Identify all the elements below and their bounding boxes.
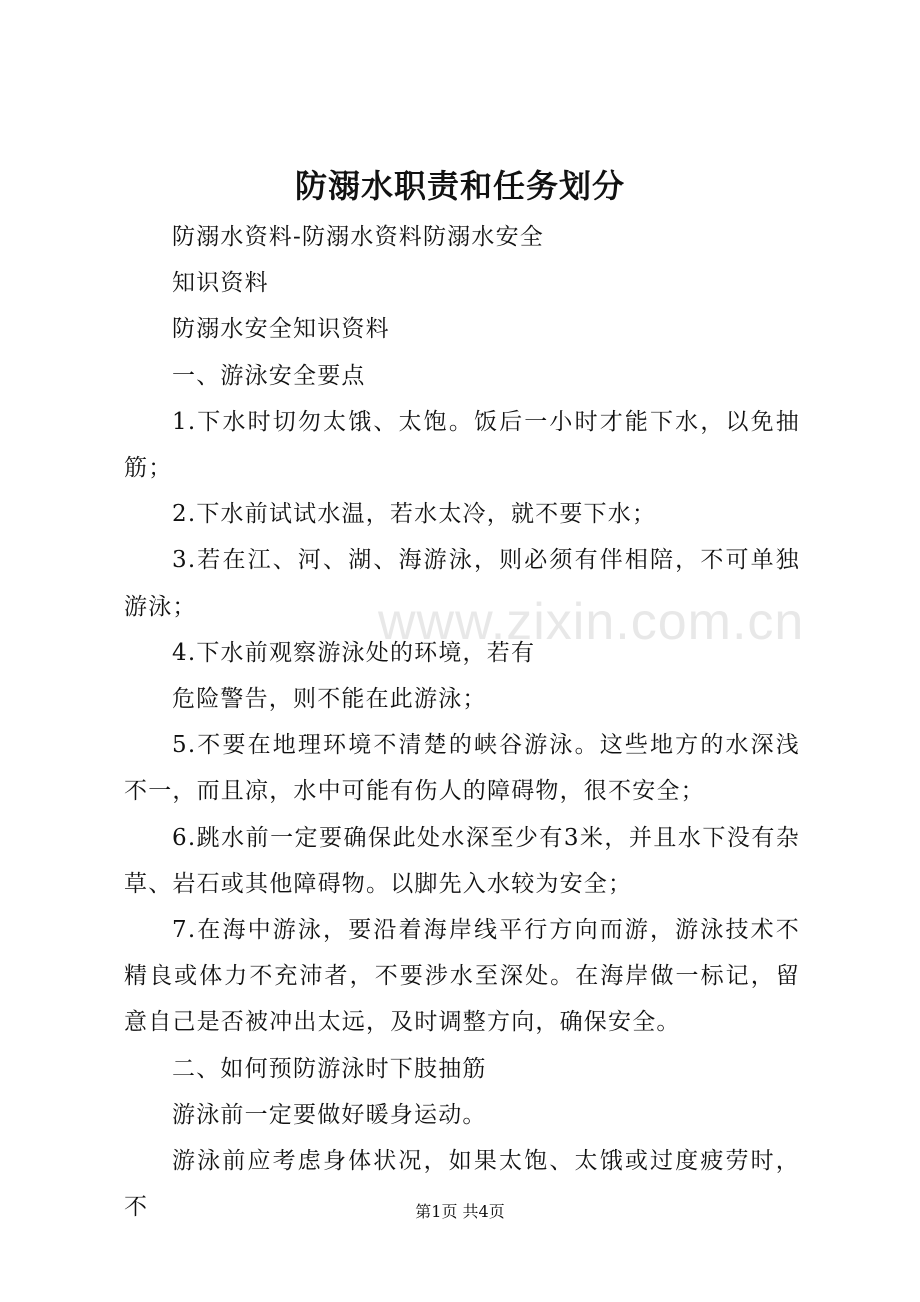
paragraph: 知识资料 xyxy=(172,270,269,297)
paragraph: 游泳前应考虑身体状况，如果太饱、太饿或过度疲劳时，不 xyxy=(124,1148,800,1221)
list-item: 5.不要在地理环境不清楚的峡谷游泳。这些地方的水深浅不一，而且凉，水中可能有伤人的障碍物，很不安全； xyxy=(124,732,800,805)
section-heading: 一、游泳安全要点 xyxy=(172,362,366,389)
list-item: 2.下水前试试水温，若水太冷，就不要下水； xyxy=(172,501,657,528)
paragraph: 防溺水安全知识资料 xyxy=(172,316,390,343)
paragraph: 防溺水资料-防溺水资料防溺水安全 xyxy=(172,224,544,250)
page-title: 防溺水职责和任务划分 xyxy=(294,167,625,205)
list-item: 7.在海中游泳，要沿着海岸线平行方向而游，游泳技术不精良或体力不充沛者，不要涉水至深处。在海岸做一标记，留意自己是否被冲出太远，及时调整方向，确保安全。 xyxy=(124,917,800,1036)
watermark: www.zixin.com.cn xyxy=(378,593,805,651)
page-footer: 第1页 共4页 xyxy=(415,1202,505,1221)
list-item: 1.下水时切勿太饿、太饱。饭后一小时才能下水，以免抽筋； xyxy=(124,408,800,482)
section-heading: 二、如何预防游泳时下肢抽筋 xyxy=(172,1055,487,1082)
list-item: 3.若在江、河、湖、海游泳，则必须有伴相陪，不可单独游泳； xyxy=(124,547,800,620)
document-body xyxy=(124,214,800,1230)
list-item: 6.跳水前一定要确保此处水深至少有3米，并且水下没有杂草、岩石或其他障碍物。以脚先入水较为安全； xyxy=(124,824,800,897)
paragraph: 游泳前一定要做好暖身运动。 xyxy=(172,1101,487,1128)
paragraph: 危险警告，则不能在此游泳； xyxy=(172,686,487,713)
list-item: 4.下水前观察游泳处的环境，若有 xyxy=(172,639,536,666)
